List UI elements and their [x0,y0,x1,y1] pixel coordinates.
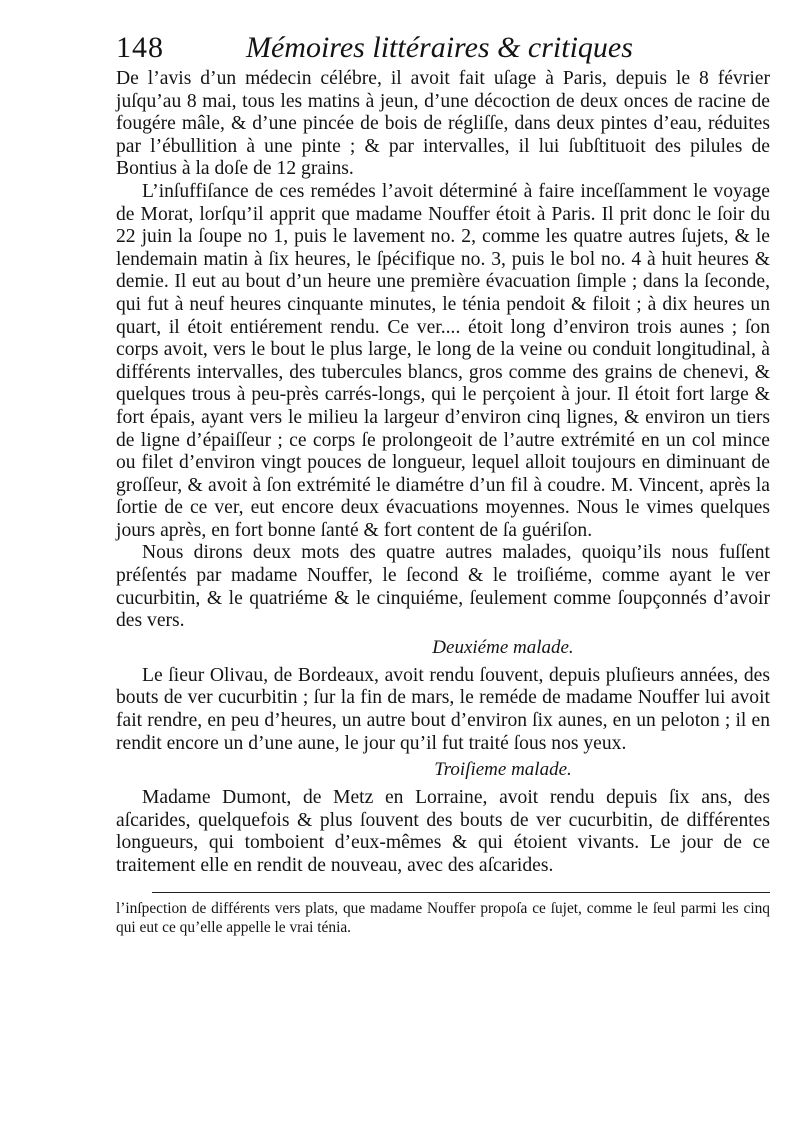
section-heading-troisieme-text: Troiſieme malade. [434,759,572,781]
section-heading-deuxieme-text: Deuxiéme malade. [432,636,574,658]
page-header [116,28,770,68]
paragraph-deuxieme-malade: Le ſieur Olivau, de Bordeaux, avoit rendu ſouvent, depuis pluſieurs années, des bouts de ver cucurbitin ; ſur la fin de mars, le reméde de madame Nouffer lui avoit fait rendre, en peu d’heures, un autre bout d’environ ſix aunes, en un peloton ; il en rendit encore un d’une aune, le jour qu’il fut traité ſous nos yeux. [116,664,770,754]
footnote-text: l’inſpection de différents vers plats, que madame Nouffer propoſa ce ſujet, comme le ſeul parmi les cinq qui eut ce qu’elle appelle le vrai ténia. [116,899,770,936]
running-title: Mémoires littéraires & critiques [246,31,633,64]
paragraph-troisieme-malade: Madame Dumont, de Metz en Lorraine, avoit rendu depuis ſix ans, des aſcarides, quelquefois & plus ſouvent des bouts de ver cucurbitin, de différentes longueurs, qui tomboient d’eux-mêmes & qui étoient vivants. Le jour de ce traitement elle en rendit de nouveau, avec des aſcarides. [116,787,770,876]
footnote [116,899,770,937]
page-number: 148 [116,31,164,64]
body-text [116,68,770,878]
paragraph-3: Nous dirons deux mots des quatre autres malades, quoiqu’ils nous fuſſent préſentés par madame Nouffer, le ſecond & le troiſiéme, comme ayant le ver cucurbitin, & le quatriéme & le cinquiéme, ſeulement comme ſoupçonnés d’avoir des vers. [116,542,770,632]
paragraph-2: L’inſuffiſance de ces remédes l’avoit déterminé à faire inceſſamment le voyage de Morat, lorſqu’il apprit que madame Nouffer étoit à Paris. Il prit donc le ſoir du 22 juin la ſoupe no 1, puis le lavement no. 2, comme les quatre autres ſujets, & le lendemain matin à ſix heures, le ſpécifique no. 3, puis le bol no. 4 à huit heures & demie. Il eut au bout d’un heure une première évacuation ſimple ; dans la ſeconde, qui fut à neuf heures cinquante minutes, le ténia pendoit & filoit ; à dix heures un quart, il étoit entiérement rendu. Ce ver.... étoit long d’environ trois aunes ; ſon corps avoit, vers le bout le plus large, le long de la veine ou conduit longitudinal, à différents intervalles, des tubercules blancs, gros comme des grains de chenevi, & quelques trous à peu-près carrés-longs, qui le perçoient à jour. Il étoit fort large & fort épais, ayant vers le milieu la largeur d’environ cinq lignes, & environ un tiers de ligne d’épaiſſeur ; ce corps ſe prolongeoit de l’autre extrémité en un col mince ou filet d’environ vingt pouces de longueur, lequel alloit toujours en diminuant de groſſeur, & avoit à ſon extrémité le diamétre d’un fil à coudre. M. Vincent, après la ſortie de ce ver, eut encore deux évacuations moyennes. Nous le vimes quelques jours après, en fort bonne ſanté & fort content de ſa guériſon. [116,180,770,541]
section-heading-troisieme [116,757,770,783]
section-heading-deuxieme [116,635,770,661]
footnote-rule [152,892,770,893]
paragraph-1: De l’avis d’un médecin célébre, il avoit fait uſage à Paris, depuis le 8 février juſqu’au 8 mai, tous les matins à jeun, d’une décoction de deux onces de racine de fougére mâle, & d’une pincée de bois de régliſſe, dans deux pintes d’eau, réduites par l’ébullition à une pinte ; & par intervalles, il lui ſubſtituoit des pilules de Bontius à la doſe de 12 grains. [116,68,770,180]
